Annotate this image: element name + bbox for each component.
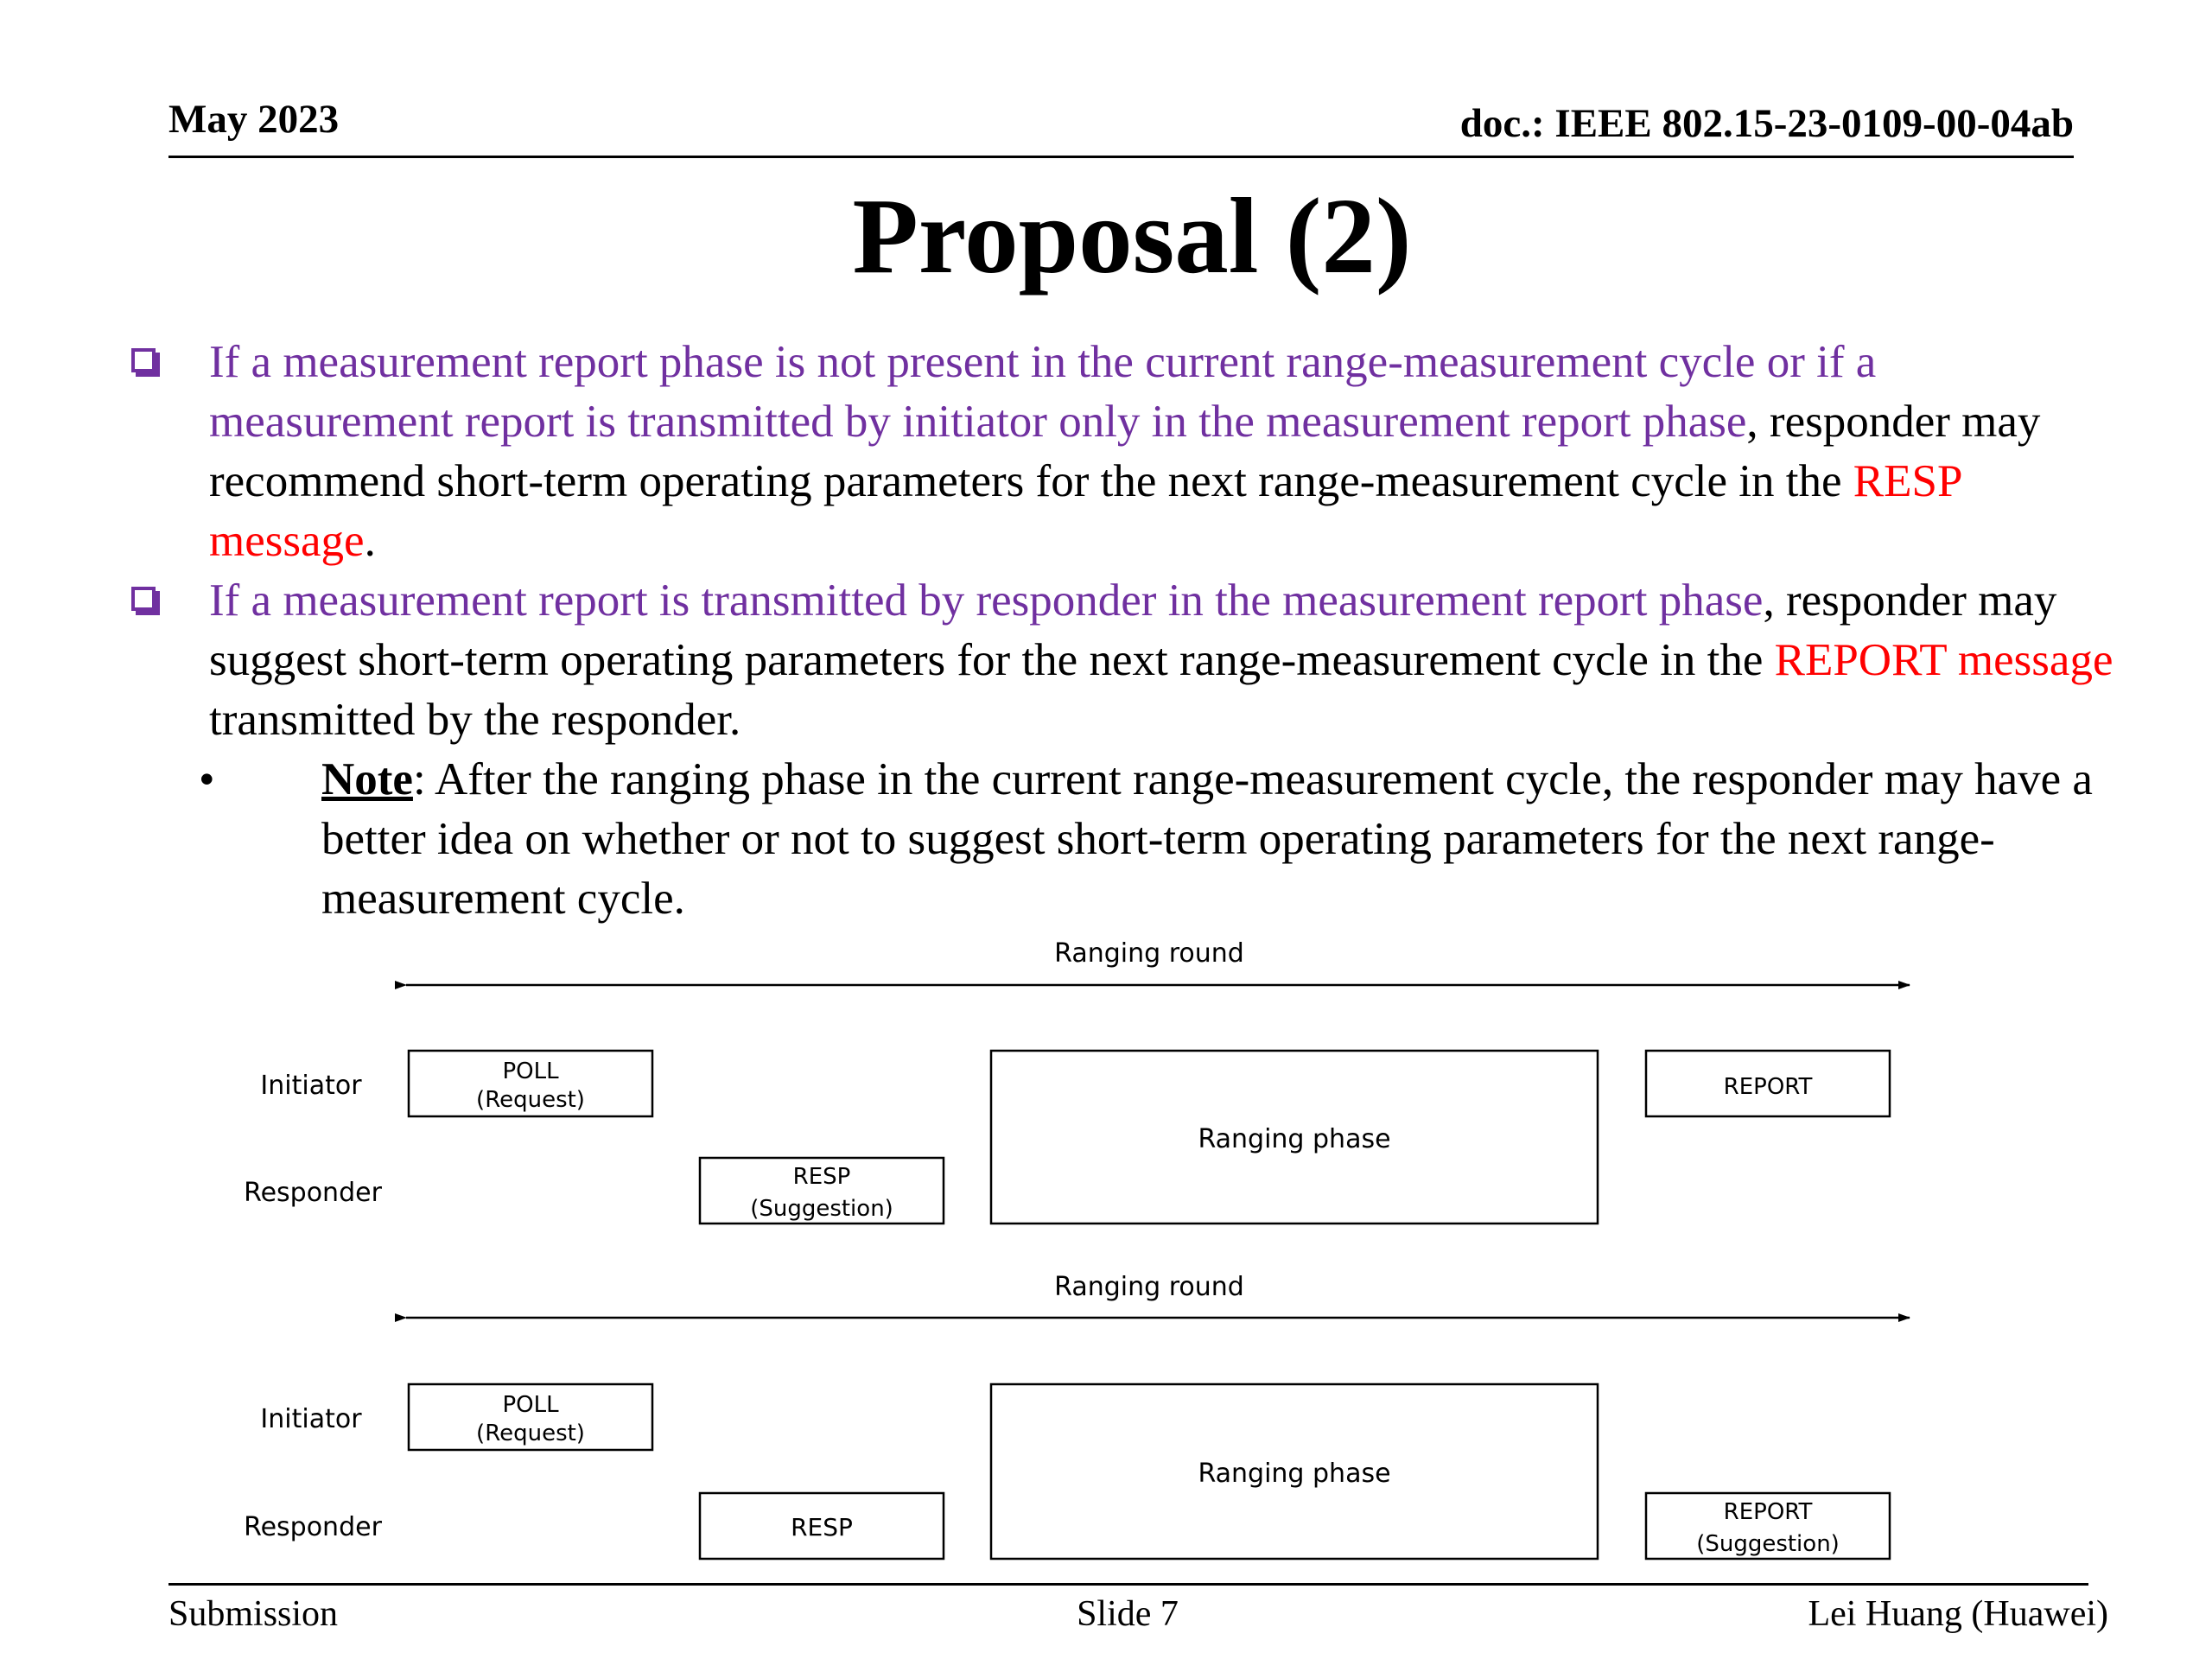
sub-bullet-note bbox=[199, 750, 2121, 929]
note-label: Note bbox=[321, 754, 413, 804]
header-rule bbox=[168, 156, 2074, 158]
top-poll-label: POLL bbox=[502, 1058, 559, 1084]
bottom-ranging-phase-label: Ranging phase bbox=[1198, 1459, 1391, 1489]
bullet-list bbox=[125, 333, 2121, 929]
bullet-2-red-text: REPORT message bbox=[1774, 635, 2113, 685]
slide-title: Proposal (2) bbox=[852, 177, 1412, 296]
top-poll-request-label: (Request) bbox=[476, 1087, 585, 1113]
top-initiator-label: Initiator bbox=[260, 1071, 362, 1101]
checkbox-bullet-icon bbox=[131, 348, 156, 372]
footer-rule bbox=[168, 1583, 2088, 1586]
top-ranging-phase-label: Ranging phase bbox=[1198, 1124, 1391, 1154]
bullet-item-1 bbox=[125, 333, 2121, 571]
bottom-report-label: REPORT bbox=[1723, 1499, 1813, 1525]
bottom-initiator-label: Initiator bbox=[260, 1404, 362, 1434]
bottom-poll-request-label: (Request) bbox=[476, 1421, 585, 1446]
dot-bullet-icon: • bbox=[199, 754, 215, 804]
bottom-ranging-round-label: Ranging round bbox=[1054, 1272, 1244, 1302]
bottom-poll-label: POLL bbox=[502, 1392, 559, 1418]
bullet-2-purple-text: If a measurement report is transmitted by responder in the measurement report phase bbox=[209, 575, 1764, 626]
ranging-diagram bbox=[0, 925, 2212, 1581]
bullet-2-text: , responder may suggest short-term operating parameters for the next range-measurement cycle in the bbox=[209, 575, 2057, 685]
bottom-report-suggestion-label: (Suggestion) bbox=[1696, 1531, 1840, 1557]
bottom-resp-label: RESP bbox=[791, 1513, 853, 1541]
bullet-1-end-text: . bbox=[364, 516, 376, 566]
top-responder-label: Responder bbox=[244, 1178, 382, 1208]
top-report-label: REPORT bbox=[1723, 1074, 1813, 1100]
header-date: May 2023 bbox=[168, 97, 340, 142]
note-text: : After the ranging phase in the current range-measurement cycle, the responder may have a better idea on whether or not to suggest short-term operating parameters for the next range-measurement cycle. bbox=[321, 754, 2093, 924]
bullet-item-2 bbox=[125, 571, 2121, 750]
header-doc-id: doc.: IEEE 802.15-23-0109-00-04ab bbox=[1459, 101, 2074, 146]
bullet-1-red-text: RESP message bbox=[209, 456, 1961, 566]
footer-slide-number: Slide 7 bbox=[1077, 1594, 1179, 1634]
top-ranging-round-label: Ranging round bbox=[1054, 938, 1244, 969]
top-resp-label: RESP bbox=[792, 1164, 851, 1190]
footer-author: Lei Huang (Huawei) bbox=[1808, 1594, 2108, 1634]
footer-submission: Submission bbox=[168, 1594, 339, 1634]
bullet-1-purple-text: If a measurement report phase is not present in the current range-measurement cycle or if a measurement report is transmitted by initiator only in the measurement report phase bbox=[209, 337, 1877, 447]
bottom-responder-label: Responder bbox=[244, 1512, 382, 1542]
bullet-1-text: , responder may recommend short-term operating parameters for the next range-measurement cycle in the bbox=[209, 397, 2041, 506]
bullet-2-end-text: transmitted by the responder. bbox=[209, 695, 741, 745]
top-resp-suggestion-label: (Suggestion) bbox=[750, 1196, 893, 1222]
checkbox-bullet-icon bbox=[131, 587, 156, 611]
